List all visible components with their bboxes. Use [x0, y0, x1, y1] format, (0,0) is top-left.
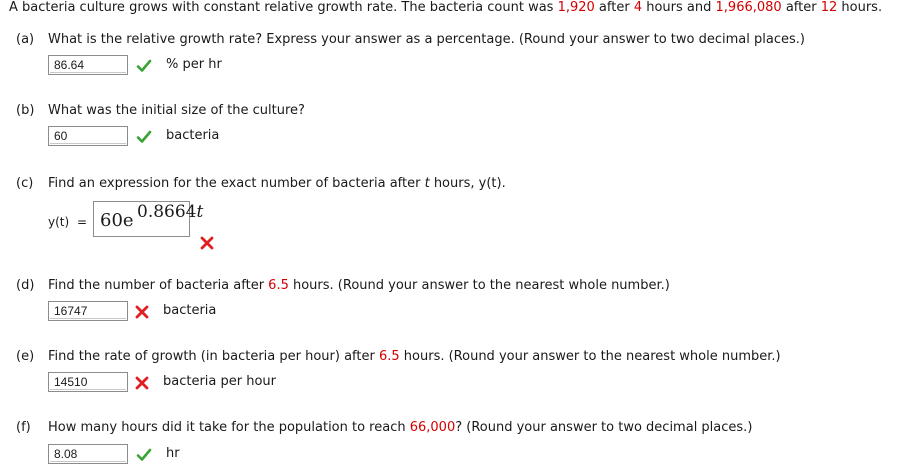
later-count: 1,966,080: [715, 0, 782, 15]
check-icon: [136, 447, 152, 463]
second-time: 12: [820, 0, 838, 15]
part-c-answer-input[interactable]: [93, 201, 204, 237]
part-d-label: (d): [16, 278, 35, 293]
cross-icon: [199, 235, 215, 251]
part-d-question: [16, 278, 670, 294]
part-f-question-suffix: ? (Round your answer to two decimal places.): [455, 420, 753, 435]
part-f-question-prefix: How many hours did it take for the population to reach: [48, 420, 410, 435]
initial-count: 1,920: [557, 0, 595, 15]
part-c-function: y(t): [478, 176, 502, 191]
part-f-target: 66,000: [409, 420, 456, 435]
exponent-variable: t: [196, 202, 204, 222]
part-c-fn-label: [48, 214, 87, 230]
part-b-answer-input[interactable]: 60: [48, 126, 128, 146]
part-d-time: 6.5: [268, 278, 289, 293]
part-c-question-prefix: Find an expression for the exact number of bacteria after: [48, 176, 425, 191]
part-e-time: 6.5: [378, 349, 400, 364]
part-a-question: [16, 32, 805, 48]
part-f-unit: hr: [166, 446, 180, 461]
equals-sign: =: [77, 215, 88, 229]
first-time: 4: [633, 0, 643, 15]
part-c-variable: t: [424, 176, 430, 191]
check-icon: [136, 129, 152, 145]
part-b-label: (b): [16, 103, 35, 118]
function-label: y(t): [48, 215, 70, 229]
part-f-answer-input[interactable]: 8.08: [48, 444, 128, 464]
part-a-question-text: What is the relative growth rate? Express your answer as a percentage. (Round your answer to two decimal places.): [48, 32, 805, 47]
part-f-question: [16, 420, 752, 436]
part-e-answer-input[interactable]: 14510: [48, 372, 128, 392]
part-c-question: [16, 176, 506, 192]
part-b-question-text: What was the initial size of the culture?: [48, 103, 305, 118]
part-b-question: [16, 103, 305, 119]
intro-text-1: A bacteria culture grows with constant relative growth rate. The bacteria count was: [9, 0, 558, 15]
part-c-question-mid: hours,: [429, 176, 479, 191]
part-d-question-suffix: hours. (Round your answer to the nearest whole number.): [288, 278, 670, 293]
intro-text-2: after: [594, 0, 634, 15]
intro-text-3: hours and: [642, 0, 716, 15]
part-d-unit: bacteria: [163, 303, 217, 318]
part-a-unit: % per hr: [166, 57, 222, 72]
part-a-label: (a): [16, 32, 35, 47]
problem-statement: [9, 0, 882, 16]
cross-icon: [134, 304, 150, 320]
intro-text-4: after: [781, 0, 821, 15]
part-e-question-prefix: Find the rate of growth (in bacteria per hour) after: [48, 349, 379, 364]
part-c-label: (c): [16, 176, 34, 191]
part-c-question-suffix: .: [501, 176, 506, 191]
part-e-label: (e): [16, 349, 35, 364]
intro-text-5: hours.: [837, 0, 883, 15]
exponent-number: 0.8664: [137, 202, 197, 222]
part-b-unit: bacteria: [166, 128, 220, 143]
cross-icon: [134, 375, 150, 391]
check-icon: [136, 58, 152, 74]
part-a-answer-input[interactable]: 86.64: [48, 55, 128, 75]
part-f-label: (f): [16, 420, 31, 435]
part-d-answer-input[interactable]: 16747: [48, 301, 128, 321]
expression-exponent: [137, 202, 203, 222]
part-e-unit: bacteria per hour: [163, 374, 277, 389]
part-e-question: [16, 349, 781, 365]
part-d-question-prefix: Find the number of bacteria after: [48, 278, 269, 293]
part-e-question-suffix: hours. (Round your answer to the nearest whole number.): [399, 349, 781, 364]
expression-coefficient: 60e: [100, 210, 134, 231]
